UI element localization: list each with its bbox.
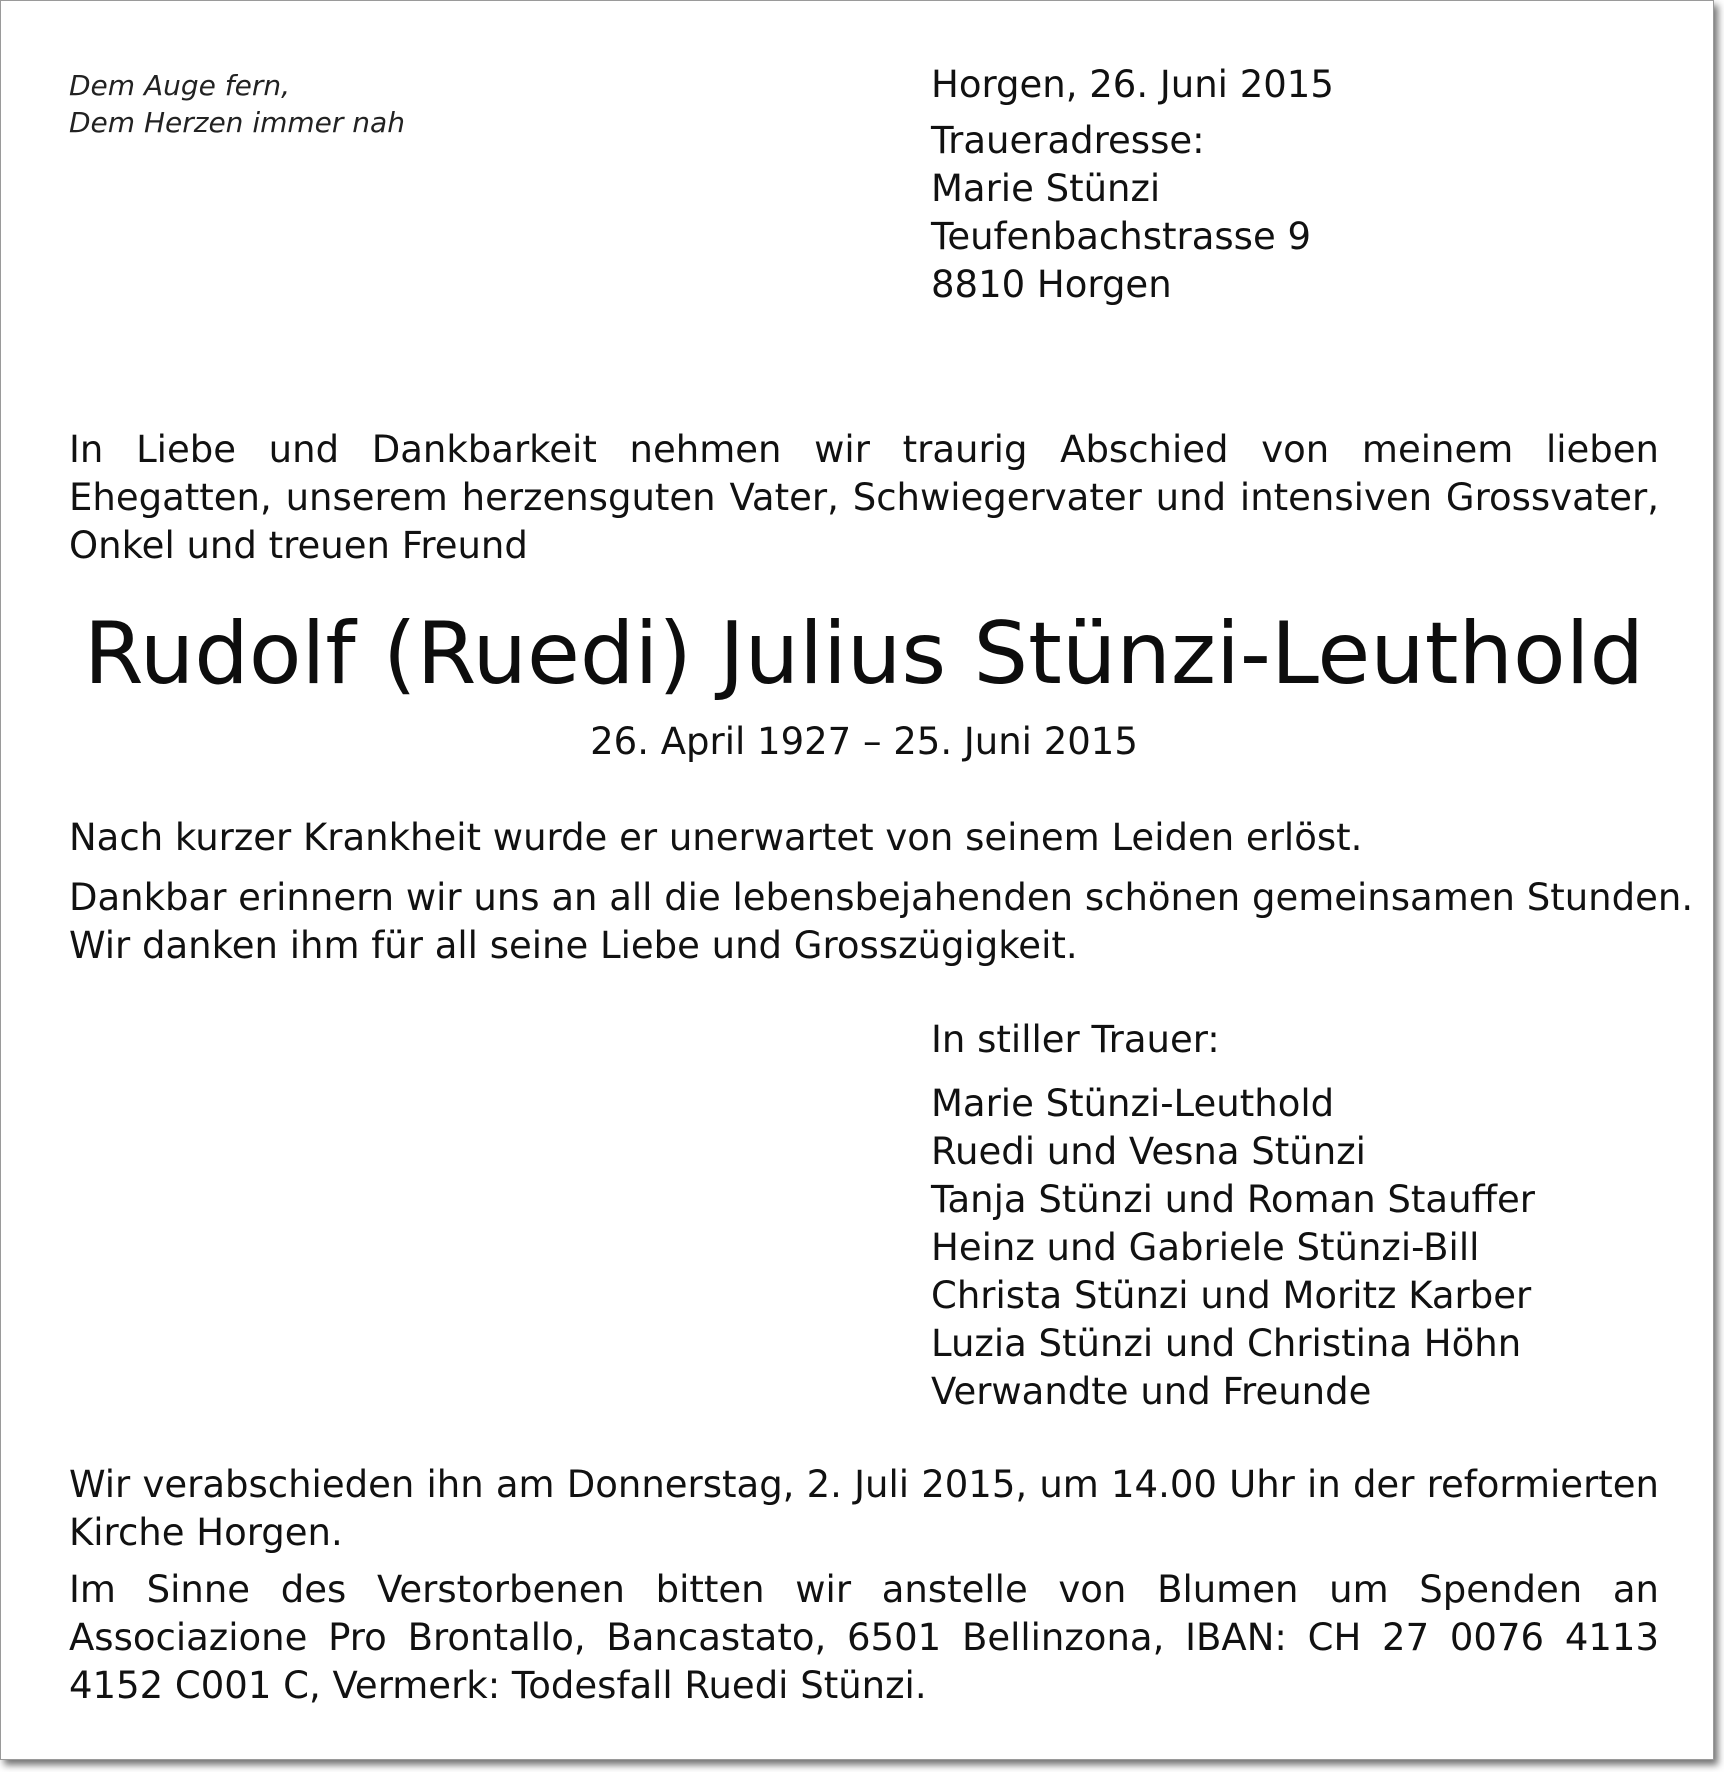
mourner-name: Christa Stünzi und Moritz Karber <box>931 1274 1532 1317</box>
mourner-name: Tanja Stünzi und Roman Stauffer <box>931 1178 1536 1221</box>
address-street: Teufenbachstrasse 9 <box>931 215 1312 258</box>
motto-line: Dem Auge fern, <box>69 69 291 102</box>
motto-line: Dem Herzen immer nah <box>69 106 405 139</box>
motto <box>69 67 405 141</box>
donation-paragraph: Im Sinne des Verstorbenen bitten wir anstelle von Blumen um Spenden an Associazione Pro Brontallo, Bancastato, 6501 Bellinzona, IBAN: CH 27 0076 4113 4152 C001 C, Vermerk: Todesfall Ruedi Stünzi. <box>69 1568 1659 1707</box>
mourner-name: Verwandte und Freunde <box>931 1370 1372 1413</box>
mourners-list <box>931 1016 1535 1416</box>
place-date: Horgen, 26. Juni 2015 <box>931 63 1334 106</box>
intro-paragraph: In Liebe und Dankbarkeit nehmen wir traurig Abschied von meinem lieben Ehegatten, unserem herzensguten Vater, Schwiegervater und intensiven Grossvater, Onkel und treuen Freund <box>69 428 1659 567</box>
address-city: 8810 Horgen <box>931 263 1172 306</box>
illness-sentence: Nach kurzer Krankheit wurde er unerwartet von seinem Leiden erlöst. <box>69 816 1363 859</box>
mourner-name: Luzia Stünzi und Christina Höhn <box>931 1322 1522 1365</box>
gratitude-line: Wir danken ihm für all seine Liebe und Grosszügigkeit. <box>69 924 1078 967</box>
life-dates: 26. April 1927 – 25. Juni 2015 <box>590 720 1138 763</box>
mourner-name: Heinz und Gabriele Stünzi-Bill <box>931 1226 1480 1269</box>
address-label: Traueradresse: <box>931 119 1205 162</box>
address-name: Marie Stünzi <box>931 167 1161 210</box>
service-paragraph: Wir verabschieden ihn am Donnerstag, 2. Juli 2015, um 14.00 Uhr in der reformierten Kirche Horgen. <box>69 1463 1659 1554</box>
mourner-name: Ruedi und Vesna Stünzi <box>931 1130 1366 1173</box>
mourning-address <box>931 61 1334 309</box>
mourner-name: Marie Stünzi-Leuthold <box>931 1082 1335 1125</box>
deceased-name: Rudolf (Ruedi) Julius Stünzi-Leuthold <box>83 604 1645 704</box>
mourners-heading: In stiller Trauer: <box>931 1018 1220 1061</box>
gratitude-paragraph <box>69 874 1693 970</box>
gratitude-line: Dankbar erinnern wir uns an all die lebensbejahenden schönen gemeinsamen Stunden. <box>69 876 1694 919</box>
